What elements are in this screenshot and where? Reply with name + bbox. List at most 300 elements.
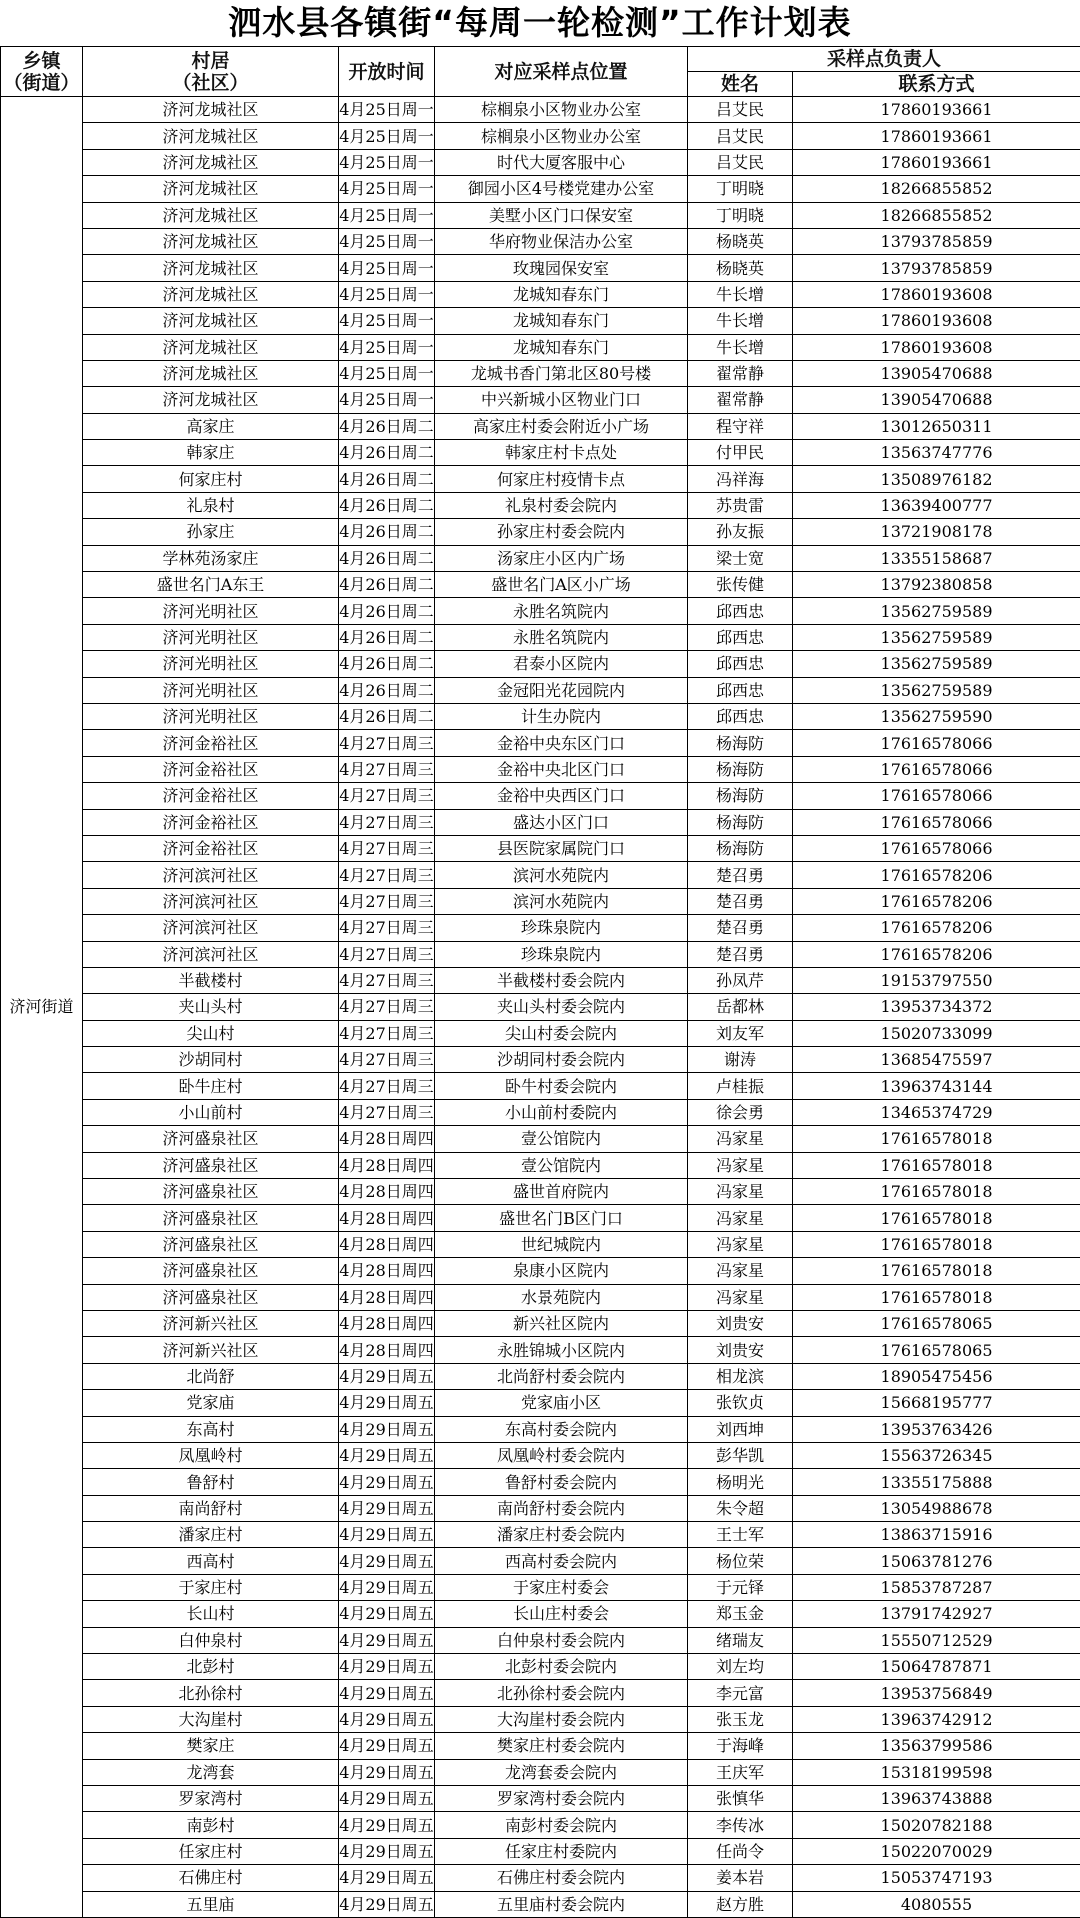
phone-cell: 15020733099 — [793, 1020, 1080, 1046]
open-time-cell: 4月29日周五 — [339, 1627, 435, 1653]
village-cell: 济河金裕社区 — [83, 835, 339, 861]
village-cell: 济河滨河社区 — [83, 915, 339, 941]
phone-cell: 13012650311 — [793, 413, 1080, 439]
location-cell: 水景苑院内 — [435, 1284, 688, 1310]
village-cell: 任家庄村 — [83, 1838, 339, 1864]
location-cell: 南彭村委会院内 — [435, 1812, 688, 1838]
village-cell: 五里庙 — [83, 1891, 339, 1917]
location-cell: 珍珠泉院内 — [435, 915, 688, 941]
village-cell: 小山前村 — [83, 1099, 339, 1125]
location-cell: 盛世名门A区小广场 — [435, 572, 688, 598]
location-cell: 白仲泉村委会院内 — [435, 1627, 688, 1653]
village-cell: 学林苑汤家庄 — [83, 545, 339, 571]
location-cell: 何家庄村疫情卡点 — [435, 466, 688, 492]
person-name-cell: 邱西忠 — [688, 703, 793, 729]
location-cell: 华府物业保洁办公室 — [435, 228, 688, 254]
village-cell: 济河龙城社区 — [83, 308, 339, 334]
phone-cell: 13685475597 — [793, 1047, 1080, 1073]
header-village-label: 村居 — [83, 50, 338, 72]
open-time-cell: 4月29日周五 — [339, 1865, 435, 1891]
open-time-cell: 4月25日周一 — [339, 228, 435, 254]
village-cell: 济河盛泉社区 — [83, 1152, 339, 1178]
table-row — [1, 572, 1080, 598]
open-time-cell: 4月27日周三 — [339, 994, 435, 1020]
table-row — [1, 413, 1080, 439]
header-open-time: 开放时间 — [339, 47, 435, 97]
table-row — [1, 1786, 1080, 1812]
open-time-cell: 4月25日周一 — [339, 176, 435, 202]
open-time-cell: 4月29日周五 — [339, 1363, 435, 1389]
open-time-cell: 4月27日周三 — [339, 809, 435, 835]
table-row — [1, 1548, 1080, 1574]
location-cell: 石佛庄村委会院内 — [435, 1865, 688, 1891]
location-cell: 半截楼村委会院内 — [435, 967, 688, 993]
person-name-cell: 朱令超 — [688, 1495, 793, 1521]
table-row — [1, 1310, 1080, 1336]
location-cell: 北彭村委会院内 — [435, 1654, 688, 1680]
open-time-cell: 4月25日周一 — [339, 255, 435, 281]
phone-cell: 13639400777 — [793, 492, 1080, 518]
open-time-cell: 4月29日周五 — [339, 1786, 435, 1812]
phone-cell: 13963742912 — [793, 1706, 1080, 1732]
village-cell: 尖山村 — [83, 1020, 339, 1046]
village-cell: 樊家庄 — [83, 1733, 339, 1759]
location-cell: 时代大厦客服中心 — [435, 149, 688, 175]
open-time-cell: 4月26日周二 — [339, 413, 435, 439]
location-cell: 韩家庄村卡点处 — [435, 440, 688, 466]
village-cell: 济河新兴社区 — [83, 1337, 339, 1363]
phone-cell: 17616578066 — [793, 835, 1080, 861]
table-row — [1, 809, 1080, 835]
table-row — [1, 255, 1080, 281]
village-cell: 南彭村 — [83, 1812, 339, 1838]
person-name-cell: 冯家星 — [688, 1179, 793, 1205]
open-time-cell: 4月26日周二 — [339, 677, 435, 703]
phone-cell: 17616578066 — [793, 730, 1080, 756]
location-cell: 于家庄村委会 — [435, 1574, 688, 1600]
location-cell: 尖山村委会院内 — [435, 1020, 688, 1046]
phone-cell: 13905470688 — [793, 360, 1080, 386]
person-name-cell: 梁士宽 — [688, 545, 793, 571]
person-name-cell: 冯家星 — [688, 1205, 793, 1231]
person-name-cell: 付甲民 — [688, 440, 793, 466]
header-town — [1, 47, 83, 97]
village-cell: 党家庙 — [83, 1390, 339, 1416]
phone-cell: 17616578066 — [793, 756, 1080, 782]
header-town-label: 乡镇 — [1, 50, 82, 72]
village-cell: 凤凰岭村 — [83, 1442, 339, 1468]
open-time-cell: 4月29日周五 — [339, 1812, 435, 1838]
phone-cell: 17616578065 — [793, 1337, 1080, 1363]
person-name-cell: 楚召勇 — [688, 941, 793, 967]
table-row — [1, 202, 1080, 228]
phone-cell: 15563726345 — [793, 1442, 1080, 1468]
table-row — [1, 123, 1080, 149]
table-row — [1, 1231, 1080, 1257]
table-row — [1, 651, 1080, 677]
person-name-cell: 赵方胜 — [688, 1891, 793, 1917]
location-cell: 君泰小区院内 — [435, 651, 688, 677]
location-cell: 北孙徐村委会院内 — [435, 1680, 688, 1706]
open-time-cell: 4月28日周四 — [339, 1258, 435, 1284]
phone-cell: 13563799586 — [793, 1733, 1080, 1759]
location-cell: 金裕中央西区门口 — [435, 783, 688, 809]
open-time-cell: 4月27日周三 — [339, 1020, 435, 1046]
open-time-cell: 4月26日周二 — [339, 440, 435, 466]
table-row — [1, 862, 1080, 888]
person-name-cell: 邱西忠 — [688, 598, 793, 624]
open-time-cell: 4月28日周四 — [339, 1205, 435, 1231]
location-cell: 金冠阳光花园院内 — [435, 677, 688, 703]
table-row — [1, 835, 1080, 861]
location-cell: 龙湾套委会院内 — [435, 1759, 688, 1785]
phone-cell: 17616578018 — [793, 1126, 1080, 1152]
table-row — [1, 149, 1080, 175]
village-cell: 北孙徐村 — [83, 1680, 339, 1706]
village-cell: 夹山头村 — [83, 994, 339, 1020]
phone-cell: 13355175888 — [793, 1469, 1080, 1495]
person-name-cell: 杨位荣 — [688, 1548, 793, 1574]
location-cell: 长山庄村委会 — [435, 1601, 688, 1627]
open-time-cell: 4月27日周三 — [339, 730, 435, 756]
table-row — [1, 1733, 1080, 1759]
phone-cell: 13562759589 — [793, 598, 1080, 624]
table-row — [1, 1574, 1080, 1600]
location-cell: 小山前村委院内 — [435, 1099, 688, 1125]
phone-cell: 15668195777 — [793, 1390, 1080, 1416]
open-time-cell: 4月26日周二 — [339, 519, 435, 545]
village-cell: 济河龙城社区 — [83, 149, 339, 175]
village-cell: 济河光明社区 — [83, 651, 339, 677]
table-row — [1, 466, 1080, 492]
person-name-cell: 李传冰 — [688, 1812, 793, 1838]
open-time-cell: 4月29日周五 — [339, 1891, 435, 1917]
table-row — [1, 915, 1080, 941]
location-cell: 党家庙小区 — [435, 1390, 688, 1416]
table-row — [1, 519, 1080, 545]
phone-cell: 13721908178 — [793, 519, 1080, 545]
open-time-cell: 4月29日周五 — [339, 1654, 435, 1680]
phone-cell: 17616578018 — [793, 1152, 1080, 1178]
phone-cell: 17616578018 — [793, 1284, 1080, 1310]
phone-cell: 13562759589 — [793, 651, 1080, 677]
phone-cell: 13355158687 — [793, 545, 1080, 571]
village-cell: 大沟崖村 — [83, 1706, 339, 1732]
town-cell: 济河街道 — [1, 97, 83, 1918]
village-cell: 济河龙城社区 — [83, 255, 339, 281]
location-cell: 泉康小区院内 — [435, 1258, 688, 1284]
village-cell: 西高村 — [83, 1548, 339, 1574]
table-row — [1, 1522, 1080, 1548]
phone-cell: 13793785859 — [793, 228, 1080, 254]
person-name-cell: 冯家星 — [688, 1126, 793, 1152]
person-name-cell: 邱西忠 — [688, 677, 793, 703]
open-time-cell: 4月29日周五 — [339, 1390, 435, 1416]
village-cell: 济河光明社区 — [83, 677, 339, 703]
header-village — [83, 47, 339, 97]
open-time-cell: 4月25日周一 — [339, 149, 435, 175]
person-name-cell: 王庆军 — [688, 1759, 793, 1785]
phone-cell: 13963743888 — [793, 1786, 1080, 1812]
location-cell: 永胜名筑院内 — [435, 598, 688, 624]
person-name-cell: 杨海防 — [688, 783, 793, 809]
person-name-cell: 楚召勇 — [688, 862, 793, 888]
phone-cell: 17860193661 — [793, 97, 1080, 123]
table-row — [1, 1363, 1080, 1389]
phone-cell: 13953734372 — [793, 994, 1080, 1020]
village-cell: 长山村 — [83, 1601, 339, 1627]
phone-cell: 13054988678 — [793, 1495, 1080, 1521]
phone-cell: 13793785859 — [793, 255, 1080, 281]
phone-cell: 17616578018 — [793, 1258, 1080, 1284]
table-row — [1, 1179, 1080, 1205]
location-cell: 盛世名门B区门口 — [435, 1205, 688, 1231]
village-cell: 济河滨河社区 — [83, 888, 339, 914]
table-row — [1, 1654, 1080, 1680]
phone-cell: 17860193661 — [793, 149, 1080, 175]
person-name-cell: 任尚令 — [688, 1838, 793, 1864]
phone-cell: 13905470688 — [793, 387, 1080, 413]
village-cell: 济河盛泉社区 — [83, 1258, 339, 1284]
phone-cell: 13863715916 — [793, 1522, 1080, 1548]
person-name-cell: 杨海防 — [688, 835, 793, 861]
phone-cell: 13963743144 — [793, 1073, 1080, 1099]
location-cell: 潘家庄村委会院内 — [435, 1522, 688, 1548]
village-cell: 北彭村 — [83, 1654, 339, 1680]
location-cell: 棕榈泉小区物业办公室 — [435, 97, 688, 123]
open-time-cell: 4月27日周三 — [339, 915, 435, 941]
village-cell: 济河金裕社区 — [83, 730, 339, 756]
village-cell: 龙湾套 — [83, 1759, 339, 1785]
person-name-cell: 刘友军 — [688, 1020, 793, 1046]
phone-cell: 17616578206 — [793, 941, 1080, 967]
phone-cell: 13953763426 — [793, 1416, 1080, 1442]
phone-cell: 15063781276 — [793, 1548, 1080, 1574]
person-name-cell: 冯家星 — [688, 1231, 793, 1257]
open-time-cell: 4月27日周三 — [339, 783, 435, 809]
phone-cell: 4080555 — [793, 1891, 1080, 1917]
open-time-cell: 4月27日周三 — [339, 756, 435, 782]
phone-cell: 17616578206 — [793, 915, 1080, 941]
phone-cell: 15064787871 — [793, 1654, 1080, 1680]
location-cell: 壹公馆院内 — [435, 1152, 688, 1178]
table-row — [1, 941, 1080, 967]
location-cell: 大沟崖村委会院内 — [435, 1706, 688, 1732]
open-time-cell: 4月28日周四 — [339, 1152, 435, 1178]
location-cell: 美墅小区门口保安室 — [435, 202, 688, 228]
person-name-cell: 刘贵安 — [688, 1337, 793, 1363]
location-cell: 计生办院内 — [435, 703, 688, 729]
open-time-cell: 4月26日周二 — [339, 572, 435, 598]
phone-cell: 17860193608 — [793, 281, 1080, 307]
location-cell: 盛世首府院内 — [435, 1179, 688, 1205]
table-row — [1, 1680, 1080, 1706]
phone-cell: 17616578066 — [793, 809, 1080, 835]
person-name-cell: 孙凤芹 — [688, 967, 793, 993]
village-cell: 济河滨河社区 — [83, 941, 339, 967]
open-time-cell: 4月29日周五 — [339, 1416, 435, 1442]
table-row — [1, 1047, 1080, 1073]
person-name-cell: 冯家星 — [688, 1152, 793, 1178]
village-cell: 高家庄 — [83, 413, 339, 439]
table-row — [1, 1627, 1080, 1653]
table-row — [1, 1205, 1080, 1231]
table-row — [1, 1073, 1080, 1099]
person-name-cell: 丁明晓 — [688, 202, 793, 228]
table-row — [1, 1020, 1080, 1046]
phone-cell: 15853787287 — [793, 1574, 1080, 1600]
location-cell: 金裕中央东区门口 — [435, 730, 688, 756]
phone-cell: 17616578018 — [793, 1205, 1080, 1231]
phone-cell: 17616578206 — [793, 888, 1080, 914]
open-time-cell: 4月28日周四 — [339, 1231, 435, 1257]
village-cell: 韩家庄 — [83, 440, 339, 466]
table-row — [1, 1838, 1080, 1864]
location-cell: 罗家湾村委会院内 — [435, 1786, 688, 1812]
person-name-cell: 杨晓英 — [688, 228, 793, 254]
table-row — [1, 1442, 1080, 1468]
open-time-cell: 4月25日周一 — [339, 387, 435, 413]
location-cell: 永胜锦城小区院内 — [435, 1337, 688, 1363]
phone-cell: 13953756849 — [793, 1680, 1080, 1706]
table-row — [1, 624, 1080, 650]
location-cell: 樊家庄村委会院内 — [435, 1733, 688, 1759]
phone-cell: 15550712529 — [793, 1627, 1080, 1653]
table-body — [1, 97, 1080, 1918]
person-name-cell: 冯祥海 — [688, 466, 793, 492]
village-cell: 济河盛泉社区 — [83, 1205, 339, 1231]
table-row — [1, 1258, 1080, 1284]
village-cell: 礼泉村 — [83, 492, 339, 518]
location-cell: 礼泉村委会院内 — [435, 492, 688, 518]
location-cell: 龙城书香门第北区80号楼 — [435, 360, 688, 386]
phone-cell: 13508976182 — [793, 466, 1080, 492]
person-name-cell: 杨海防 — [688, 730, 793, 756]
village-cell: 何家庄村 — [83, 466, 339, 492]
village-cell: 济河盛泉社区 — [83, 1126, 339, 1152]
person-name-cell: 邱西忠 — [688, 651, 793, 677]
page-title: 泗水县各镇街“每周一轮检测”工作计划表 — [0, 0, 1080, 46]
person-name-cell: 冯家星 — [688, 1258, 793, 1284]
phone-cell: 17860193661 — [793, 123, 1080, 149]
table-row — [1, 1126, 1080, 1152]
table-row — [1, 677, 1080, 703]
location-cell: 玫瑰园保安室 — [435, 255, 688, 281]
table-row — [1, 756, 1080, 782]
location-cell: 鲁舒村委会院内 — [435, 1469, 688, 1495]
table-row — [1, 387, 1080, 413]
phone-cell: 18266855852 — [793, 176, 1080, 202]
table-row — [1, 97, 1080, 123]
location-cell: 五里庙村委会院内 — [435, 1891, 688, 1917]
location-cell: 孙家庄村委会院内 — [435, 519, 688, 545]
person-name-cell: 冯家星 — [688, 1284, 793, 1310]
phone-cell: 19153797550 — [793, 967, 1080, 993]
location-cell: 夹山头村委会院内 — [435, 994, 688, 1020]
village-cell: 卧牛庄村 — [83, 1073, 339, 1099]
open-time-cell: 4月26日周二 — [339, 545, 435, 571]
open-time-cell: 4月27日周三 — [339, 862, 435, 888]
person-name-cell: 王士军 — [688, 1522, 793, 1548]
open-time-cell: 4月26日周二 — [339, 598, 435, 624]
person-name-cell: 翟常静 — [688, 387, 793, 413]
location-cell: 永胜名筑院内 — [435, 624, 688, 650]
village-cell: 济河光明社区 — [83, 624, 339, 650]
table-row — [1, 1812, 1080, 1838]
person-name-cell: 邱西忠 — [688, 624, 793, 650]
table-row — [1, 545, 1080, 571]
table-row — [1, 1416, 1080, 1442]
phone-cell: 13792380858 — [793, 572, 1080, 598]
location-cell: 凤凰岭村委会院内 — [435, 1442, 688, 1468]
location-cell: 金裕中央北区门口 — [435, 756, 688, 782]
open-time-cell: 4月25日周一 — [339, 97, 435, 123]
table-row — [1, 783, 1080, 809]
location-cell: 滨河水苑院内 — [435, 888, 688, 914]
village-cell: 济河盛泉社区 — [83, 1231, 339, 1257]
location-cell: 沙胡同村委会院内 — [435, 1047, 688, 1073]
person-name-cell: 相龙滨 — [688, 1363, 793, 1389]
person-name-cell: 刘左均 — [688, 1654, 793, 1680]
phone-cell: 17616578066 — [793, 783, 1080, 809]
table-row — [1, 334, 1080, 360]
table-row — [1, 598, 1080, 624]
person-name-cell: 郑玉金 — [688, 1601, 793, 1627]
table-row — [1, 1759, 1080, 1785]
village-cell: 济河盛泉社区 — [83, 1179, 339, 1205]
village-cell: 济河盛泉社区 — [83, 1284, 339, 1310]
location-cell: 西高村委会院内 — [435, 1548, 688, 1574]
person-name-cell: 牛长增 — [688, 308, 793, 334]
village-cell: 济河新兴社区 — [83, 1310, 339, 1336]
village-cell: 潘家庄村 — [83, 1522, 339, 1548]
open-time-cell: 4月26日周二 — [339, 703, 435, 729]
phone-cell: 15022070029 — [793, 1838, 1080, 1864]
village-cell: 济河龙城社区 — [83, 360, 339, 386]
village-cell: 济河光明社区 — [83, 703, 339, 729]
village-cell: 沙胡同村 — [83, 1047, 339, 1073]
village-cell: 盛世名门A东王 — [83, 572, 339, 598]
phone-cell: 17616578018 — [793, 1179, 1080, 1205]
location-cell: 南尚舒村委会院内 — [435, 1495, 688, 1521]
village-cell: 半截楼村 — [83, 967, 339, 993]
person-name-cell: 苏贵雷 — [688, 492, 793, 518]
location-cell: 高家庄村委会附近小广场 — [435, 413, 688, 439]
person-name-cell: 刘贵安 — [688, 1310, 793, 1336]
village-cell: 济河龙城社区 — [83, 97, 339, 123]
person-name-cell: 姜本岩 — [688, 1865, 793, 1891]
person-name-cell: 翟常静 — [688, 360, 793, 386]
table-row — [1, 228, 1080, 254]
open-time-cell: 4月26日周二 — [339, 651, 435, 677]
location-cell: 龙城知春东门 — [435, 334, 688, 360]
location-cell: 新兴社区院内 — [435, 1310, 688, 1336]
open-time-cell: 4月29日周五 — [339, 1469, 435, 1495]
table-row — [1, 1601, 1080, 1627]
open-time-cell: 4月25日周一 — [339, 202, 435, 228]
header-location: 对应采样点位置 — [435, 47, 688, 97]
open-time-cell: 4月25日周一 — [339, 123, 435, 149]
person-name-cell: 于海峰 — [688, 1733, 793, 1759]
person-name-cell: 孙友振 — [688, 519, 793, 545]
table-row — [1, 1099, 1080, 1125]
village-cell: 南尚舒村 — [83, 1495, 339, 1521]
open-time-cell: 4月25日周一 — [339, 334, 435, 360]
village-cell: 济河龙城社区 — [83, 228, 339, 254]
village-cell: 济河滨河社区 — [83, 862, 339, 888]
village-cell: 济河金裕社区 — [83, 756, 339, 782]
village-cell: 济河龙城社区 — [83, 123, 339, 149]
